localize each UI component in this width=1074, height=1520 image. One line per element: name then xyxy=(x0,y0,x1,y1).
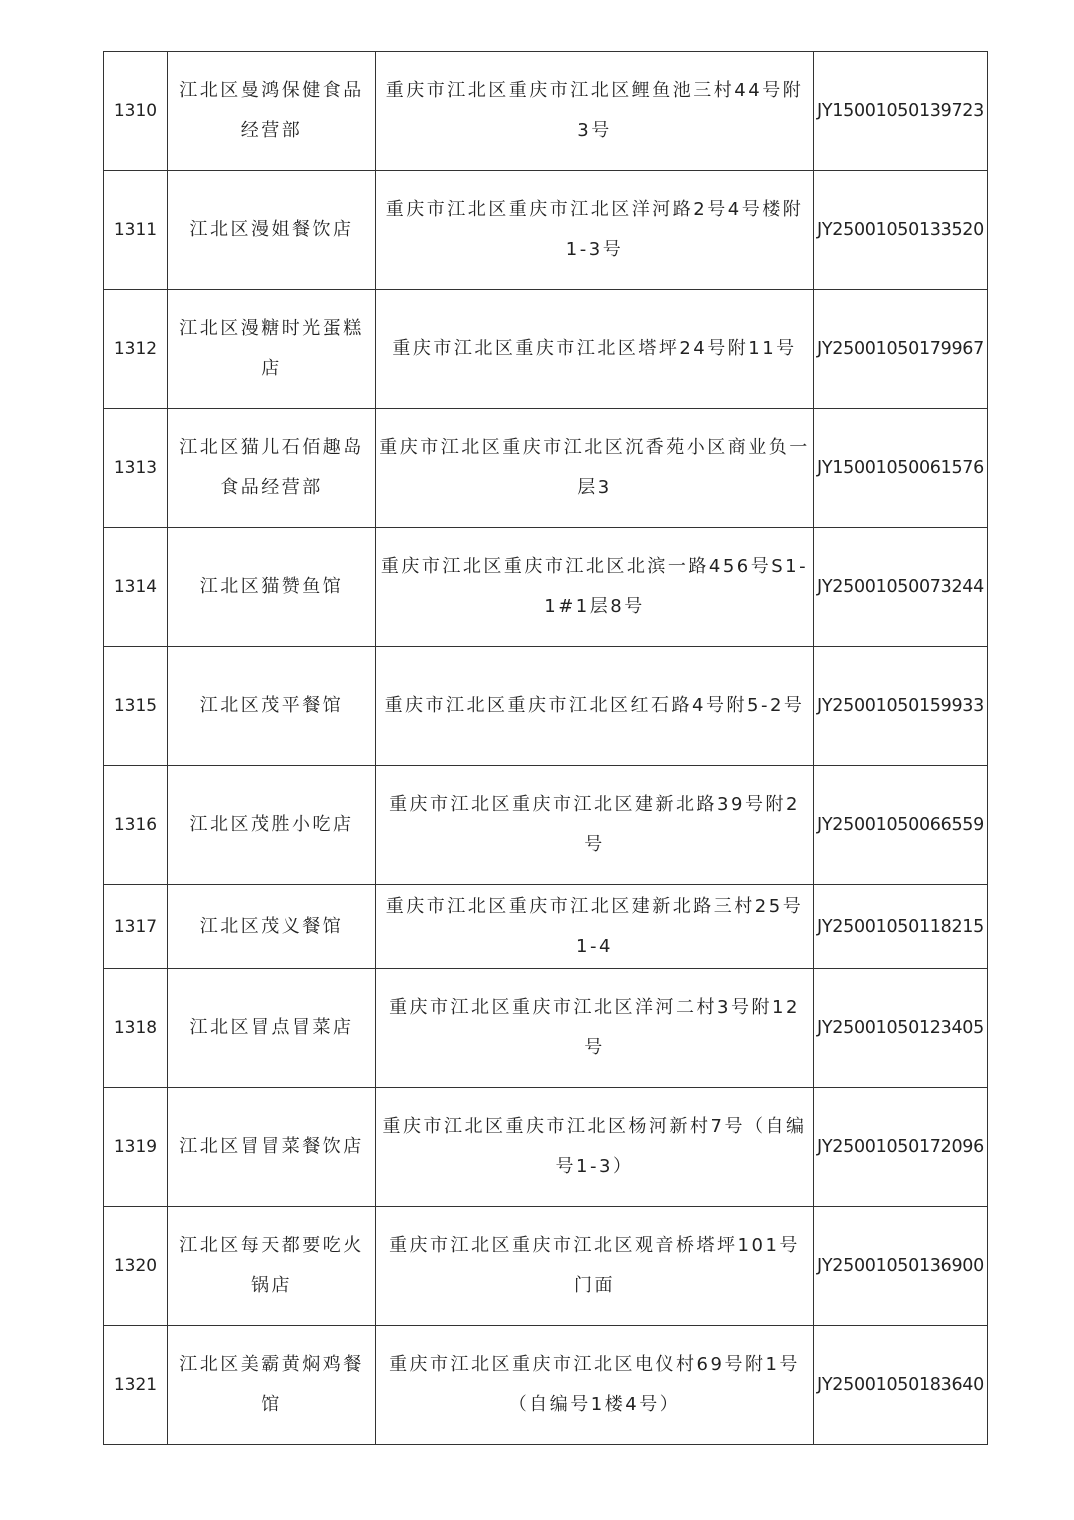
license-number: JY25001050183640 xyxy=(814,1326,988,1445)
license-number: JY25001050136900 xyxy=(814,1207,988,1326)
license-number: JY15001050139723 xyxy=(814,52,988,171)
row-number: 1320 xyxy=(104,1207,168,1326)
license-number: JY25001050123405 xyxy=(814,969,988,1088)
row-number: 1319 xyxy=(104,1088,168,1207)
license-number: JY25001050172096 xyxy=(814,1088,988,1207)
business-name: 江北区美霸黄焖鸡餐馆 xyxy=(168,1326,376,1445)
business-name: 江北区茂义餐馆 xyxy=(168,885,376,969)
license-number: JY25001050066559 xyxy=(814,766,988,885)
business-license-table xyxy=(103,51,988,1445)
business-name: 江北区曼鸿保健食品经营部 xyxy=(168,52,376,171)
business-address: 重庆市江北区重庆市江北区电仪村69号附1号（自编号1楼4号） xyxy=(376,1326,814,1445)
business-address: 重庆市江北区重庆市江北区塔坪24号附11号 xyxy=(376,290,814,409)
business-address: 重庆市江北区重庆市江北区鲤鱼池三村44号附3号 xyxy=(376,52,814,171)
business-name: 江北区漫糖时光蛋糕店 xyxy=(168,290,376,409)
table-row xyxy=(104,1207,988,1326)
business-name: 江北区茂胜小吃店 xyxy=(168,766,376,885)
table-row xyxy=(104,647,988,766)
business-name: 江北区冒点冒菜店 xyxy=(168,969,376,1088)
table-row xyxy=(104,171,988,290)
business-address: 重庆市江北区重庆市江北区建新北路三村25号1-4 xyxy=(376,885,814,969)
row-number: 1311 xyxy=(104,171,168,290)
table-row xyxy=(104,969,988,1088)
business-name: 江北区猫儿石佰趣岛食品经营部 xyxy=(168,409,376,528)
business-address: 重庆市江北区重庆市江北区沉香苑小区商业负一层3 xyxy=(376,409,814,528)
business-name: 江北区每天都要吃火锅店 xyxy=(168,1207,376,1326)
business-address: 重庆市江北区重庆市江北区观音桥塔坪101号门面 xyxy=(376,1207,814,1326)
table-row xyxy=(104,409,988,528)
license-number: JY25001050159933 xyxy=(814,647,988,766)
table-row xyxy=(104,52,988,171)
table-row xyxy=(104,1326,988,1445)
license-number: JY15001050061576 xyxy=(814,409,988,528)
license-number: JY25001050133520 xyxy=(814,171,988,290)
license-number: JY25001050073244 xyxy=(814,528,988,647)
table-row xyxy=(104,290,988,409)
row-number: 1313 xyxy=(104,409,168,528)
business-name: 江北区茂平餐馆 xyxy=(168,647,376,766)
row-number: 1315 xyxy=(104,647,168,766)
table-row xyxy=(104,766,988,885)
row-number: 1316 xyxy=(104,766,168,885)
row-number: 1310 xyxy=(104,52,168,171)
business-address: 重庆市江北区重庆市江北区洋河路2号4号楼附1-3号 xyxy=(376,171,814,290)
license-number: JY25001050179967 xyxy=(814,290,988,409)
business-address: 重庆市江北区重庆市江北区红石路4号附5-2号 xyxy=(376,647,814,766)
business-address: 重庆市江北区重庆市江北区建新北路39号附2号 xyxy=(376,766,814,885)
row-number: 1321 xyxy=(104,1326,168,1445)
business-name: 江北区漫姐餐饮店 xyxy=(168,171,376,290)
document-page xyxy=(103,51,987,1445)
row-number: 1314 xyxy=(104,528,168,647)
table-row xyxy=(104,528,988,647)
business-address: 重庆市江北区重庆市江北区杨河新村7号（自编号1-3） xyxy=(376,1088,814,1207)
business-address: 重庆市江北区重庆市江北区洋河二村3号附12号 xyxy=(376,969,814,1088)
business-name: 江北区冒冒菜餐饮店 xyxy=(168,1088,376,1207)
table-row xyxy=(104,885,988,969)
row-number: 1317 xyxy=(104,885,168,969)
license-number: JY25001050118215 xyxy=(814,885,988,969)
business-name: 江北区猫赞鱼馆 xyxy=(168,528,376,647)
row-number: 1312 xyxy=(104,290,168,409)
business-address: 重庆市江北区重庆市江北区北滨一路456号S1-1#1层8号 xyxy=(376,528,814,647)
table-row xyxy=(104,1088,988,1207)
row-number: 1318 xyxy=(104,969,168,1088)
